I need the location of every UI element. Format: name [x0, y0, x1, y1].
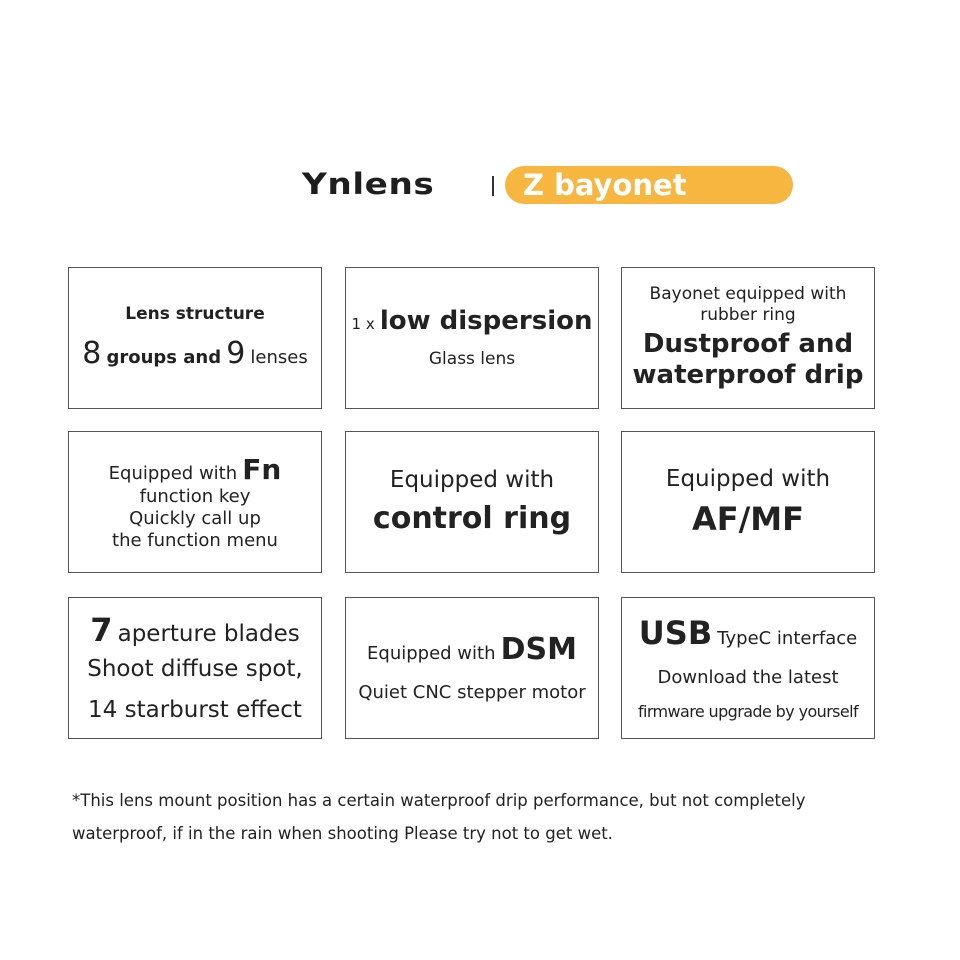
feature-af-mf	[621, 431, 875, 573]
dispersion-count: 1 x	[351, 315, 375, 334]
lenses-count: 9	[226, 336, 246, 372]
feature-fn-key	[68, 431, 322, 573]
usb-line3: firmware upgrade by yourself	[637, 702, 859, 722]
groups-count: 8	[82, 336, 102, 372]
aperture-count: 7	[90, 611, 113, 650]
series-badge: Z bayonet series	[505, 166, 793, 204]
control-ring-title: control ring	[372, 500, 572, 536]
aperture-heading	[90, 611, 299, 649]
control-ring-line1: Equipped with	[389, 467, 555, 494]
brand-logo: Ynlens	[302, 167, 435, 201]
footnote: *This lens mount position has a certain waterproof drip performance, but not completely waterproof, if in the rain when shooting Please try not to get wet.	[72, 791, 806, 843]
fn-key: Fn	[242, 452, 282, 486]
lens-structure-title: Lens structure	[125, 303, 265, 324]
dustproof-title1: Dustproof and	[642, 329, 854, 360]
low-dispersion-heading	[352, 306, 593, 337]
usb-suffix: TypeC interface	[717, 628, 858, 650]
aperture-label: aperture blades	[117, 621, 300, 648]
dsm-heading	[367, 632, 577, 668]
dsm-subtitle: Quiet CNC stepper motor	[358, 682, 586, 704]
aperture-line3: 14 starburst effect	[88, 697, 302, 724]
af-mf-line1: Equipped with	[665, 466, 831, 492]
header	[0, 166, 960, 240]
dustproof-line1: Bayonet equipped with	[649, 284, 847, 305]
feature-dustproof	[621, 267, 875, 409]
dsm-prefix: Equipped with	[367, 643, 496, 665]
dispersion-title: low dispersion	[379, 306, 593, 337]
usb-title: USB	[638, 614, 713, 653]
feature-aperture	[68, 597, 322, 739]
feature-dsm	[345, 597, 599, 739]
fn-line3: Quickly call up	[129, 508, 261, 529]
groups-label: groups and	[106, 347, 222, 369]
aperture-line2: Shoot diffuse spot,	[87, 655, 303, 682]
fn-prefix: Equipped with	[108, 462, 238, 484]
dsm-title: DSM	[500, 632, 577, 668]
lenses-label: lenses	[250, 347, 308, 369]
dustproof-title2: waterproof drip	[632, 360, 864, 391]
lens-structure-detail	[82, 336, 307, 372]
usb-heading	[639, 614, 857, 652]
feature-lens-structure	[68, 267, 322, 409]
header-divider	[492, 176, 494, 196]
feature-low-dispersion	[345, 267, 599, 409]
feature-control-ring	[345, 431, 599, 573]
af-mf-title: AF/MF	[691, 499, 804, 538]
fn-heading	[109, 453, 282, 487]
fn-line2: function key	[139, 486, 251, 508]
feature-usb	[621, 597, 875, 739]
dispersion-subtitle: Glass lens	[428, 349, 516, 370]
fn-line4: the function menu	[112, 529, 278, 551]
dustproof-line2: rubber ring	[700, 304, 796, 325]
usb-line2: Download the latest	[657, 666, 839, 688]
